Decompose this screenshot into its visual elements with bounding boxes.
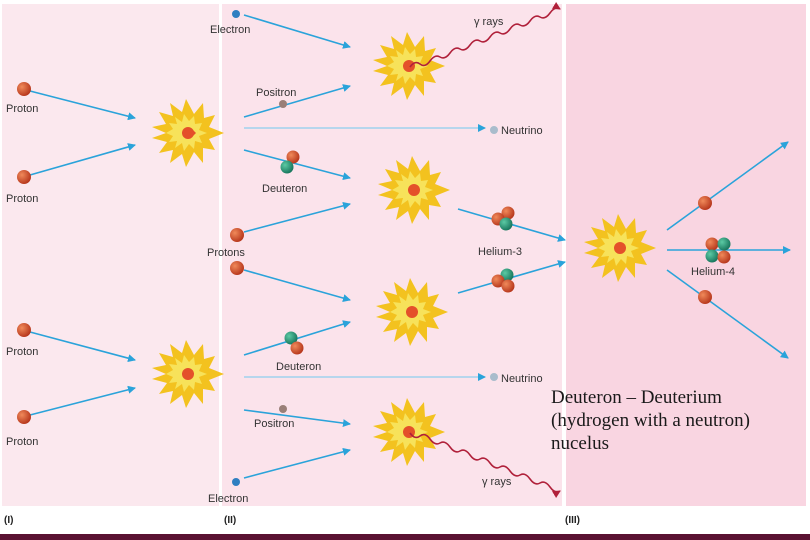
slide-footer-bar: [0, 534, 810, 540]
neutrino-particle: [490, 126, 498, 134]
label-helium-3: Helium-3: [478, 246, 523, 258]
label-protons: Protons: [207, 247, 245, 259]
stage-label-1: (I): [4, 515, 14, 526]
proton-particle: [17, 323, 31, 337]
label-positron: Positron: [256, 87, 297, 99]
stage-label-3: (III): [565, 515, 580, 526]
label-electron: Electron: [210, 24, 251, 36]
neutrino-particle: [490, 373, 498, 381]
stage-label-2: (II): [224, 515, 237, 526]
proton-particle: [17, 82, 31, 96]
proton-particle: [230, 261, 244, 275]
label-proton: Proton: [6, 193, 39, 205]
proton-particle: [698, 290, 712, 304]
label-proton: Proton: [6, 436, 39, 448]
label-electron: Electron: [208, 493, 249, 505]
positron-particle: [279, 405, 287, 413]
label-positron: Positron: [254, 418, 295, 430]
proton-particle: [17, 410, 31, 424]
label-neutrino: Neutrino: [501, 125, 543, 137]
caption-line: Deuteron – Deuterium: [551, 387, 722, 408]
label-neutrino: Neutrino: [501, 373, 543, 385]
electron-particle: [232, 10, 240, 18]
proton-particle: [698, 196, 712, 210]
deuteron-caption: [551, 386, 809, 455]
panel-stage-1: [2, 4, 219, 506]
proton-particle: [17, 170, 31, 184]
caption-line: nucelus: [551, 433, 610, 454]
positron-particle: [279, 100, 287, 108]
caption-line: (hydrogen with a neutron): [551, 410, 750, 431]
label-gamma-rays: γ rays: [474, 16, 504, 28]
label-proton: Proton: [6, 103, 39, 115]
proton-particle: [230, 228, 244, 242]
label-deuteron: Deuteron: [276, 361, 322, 373]
label-proton: Proton: [6, 346, 39, 358]
label-gamma-rays: γ rays: [482, 476, 512, 488]
label-deuteron: Deuteron: [262, 183, 308, 195]
electron-particle: [232, 478, 240, 486]
label-helium-4: Helium-4: [691, 266, 736, 278]
